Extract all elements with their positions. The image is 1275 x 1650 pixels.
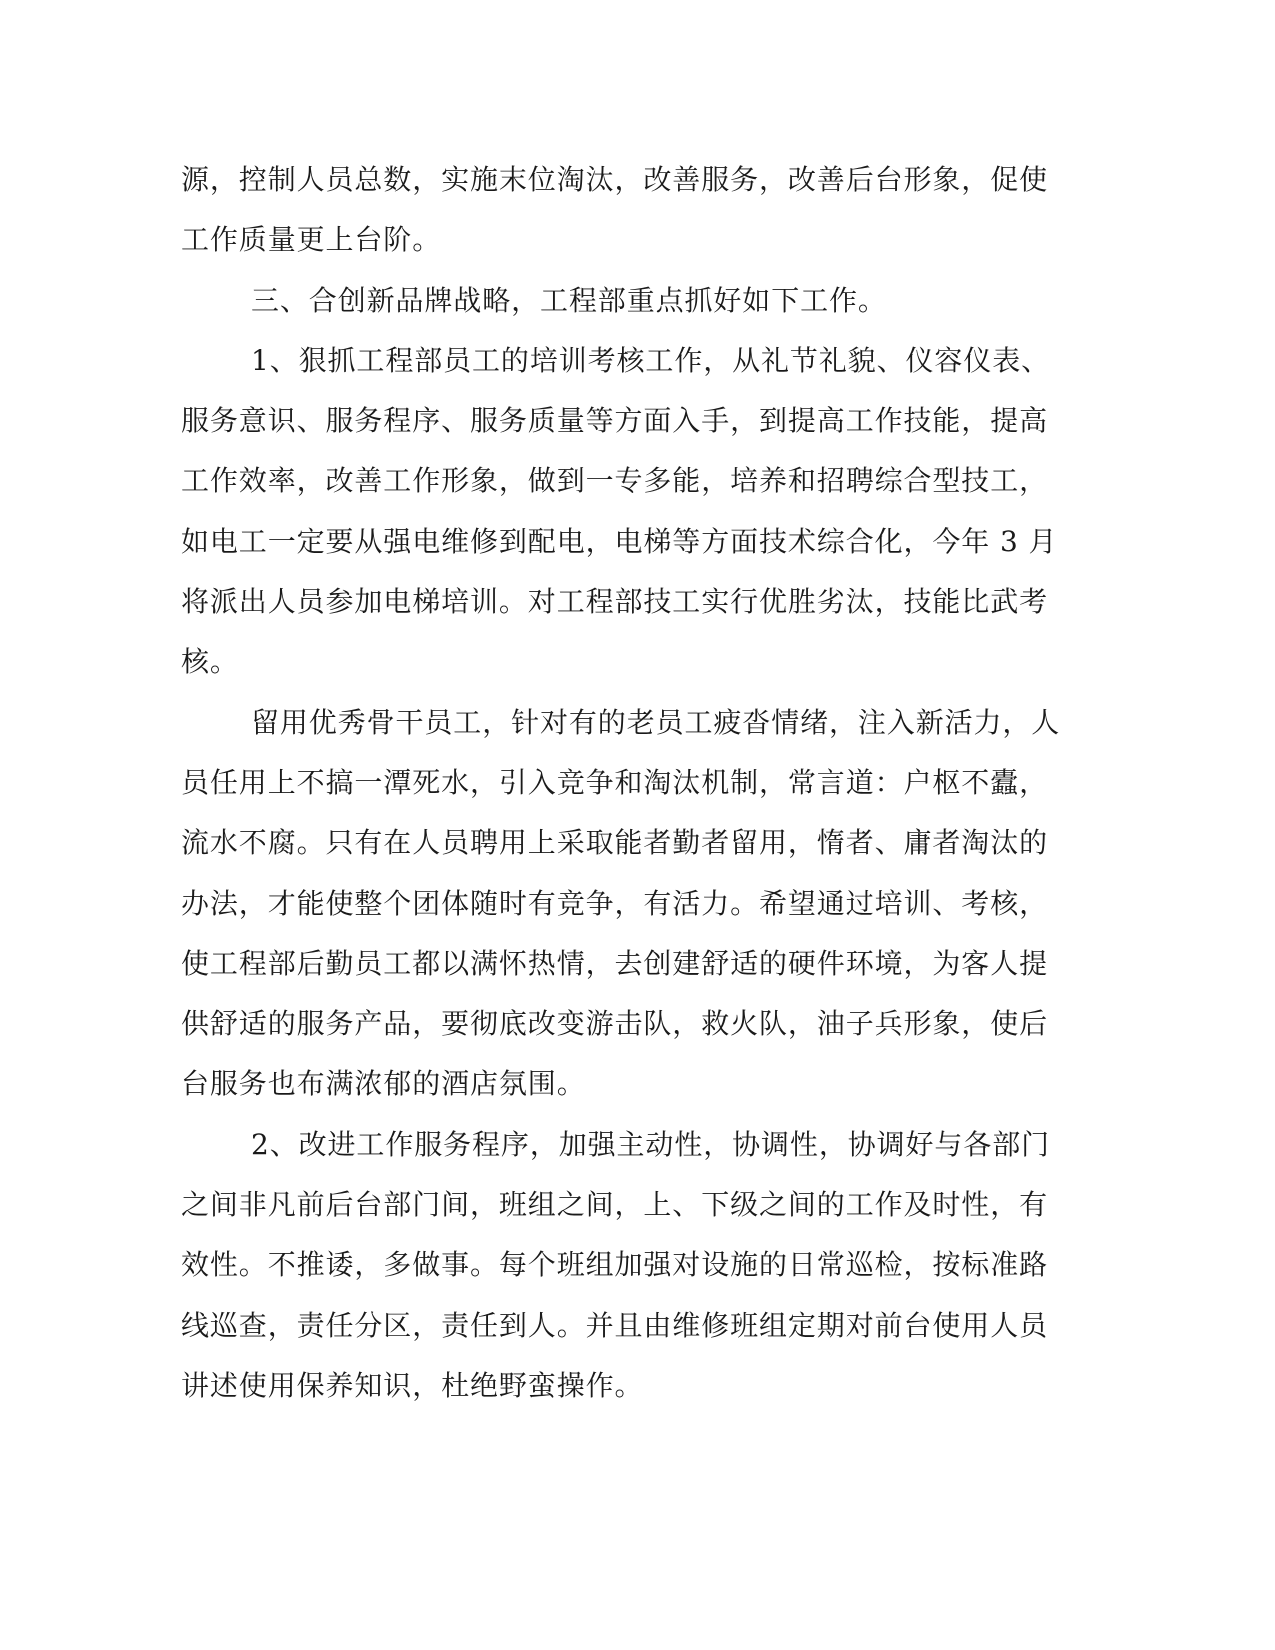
text-line: 1、狠抓工程部员工的培训考核工作，从礼节礼貌、仪容仪表、 [251,343,1051,377]
text-line: 办法，才能使整个团体随时有竞争，有活力。希望通过培训、考核， [181,886,1049,920]
text-line: 之间非凡前后台部门间，班组之间，上、下级之间的工作及时性，有 [181,1188,1049,1222]
text-line: 使工程部后勤员工都以满怀热情，去创建舒适的硬件环境，为客人提 [181,946,1049,980]
text-line: 留用优秀骨干员工，针对有的老员工疲沓情绪，注入新活力，人 [251,705,1061,739]
text-line: 工作质量更上台阶。 [181,223,442,257]
text-line: 将派出人员参加电梯培训。对工程部技工实行优胜劣汰，技能比武考 [181,585,1049,619]
text-line: 线巡查，责任分区，责任到人。并且由维修班组定期对前台使用人员 [181,1308,1049,1342]
text-line: 工作效率，改善工作形象，做到一专多能，培养和招聘综合型技工， [181,464,1049,498]
text-line: 2、改进工作服务程序，加强主动性，协调性，协调好与各部门 [251,1127,1051,1161]
text-line: 服务意识、服务程序、服务质量等方面入手，到提高工作技能，提高 [181,404,1049,438]
text-line: 如电工一定要从强电维修到配电，电梯等方面技术综合化，今年 3 月 [181,524,1058,558]
text-line: 讲述使用保养知识，杜绝野蛮操作。 [181,1368,644,1402]
text-line: 台服务也布满浓郁的酒店氛围。 [181,1067,586,1101]
text-line: 核。 [181,645,239,679]
document-body [181,150,1061,1416]
text-line: 员任用上不搞一潭死水，引入竞争和淘汰机制，常言道：户枢不蠹， [181,765,1049,799]
text-line: 源，控制人员总数，实施末位淘汰，改善服务，改善后台形象，促使 [181,163,1049,196]
text-line: 供舒适的服务产品，要彻底改变游击队，救火队，油子兵形象，使后 [181,1007,1049,1041]
text-line: 流水不腐。只有在人员聘用上采取能者勤者留用，惰者、庸者淘汰的 [181,826,1049,860]
text-line: 效性。不推诿，多做事。每个班组加强对设施的日常巡检，按标准路 [181,1248,1049,1282]
section-heading: 三、合创新品牌战略，工程部重点抓好如下工作。 [251,283,887,317]
